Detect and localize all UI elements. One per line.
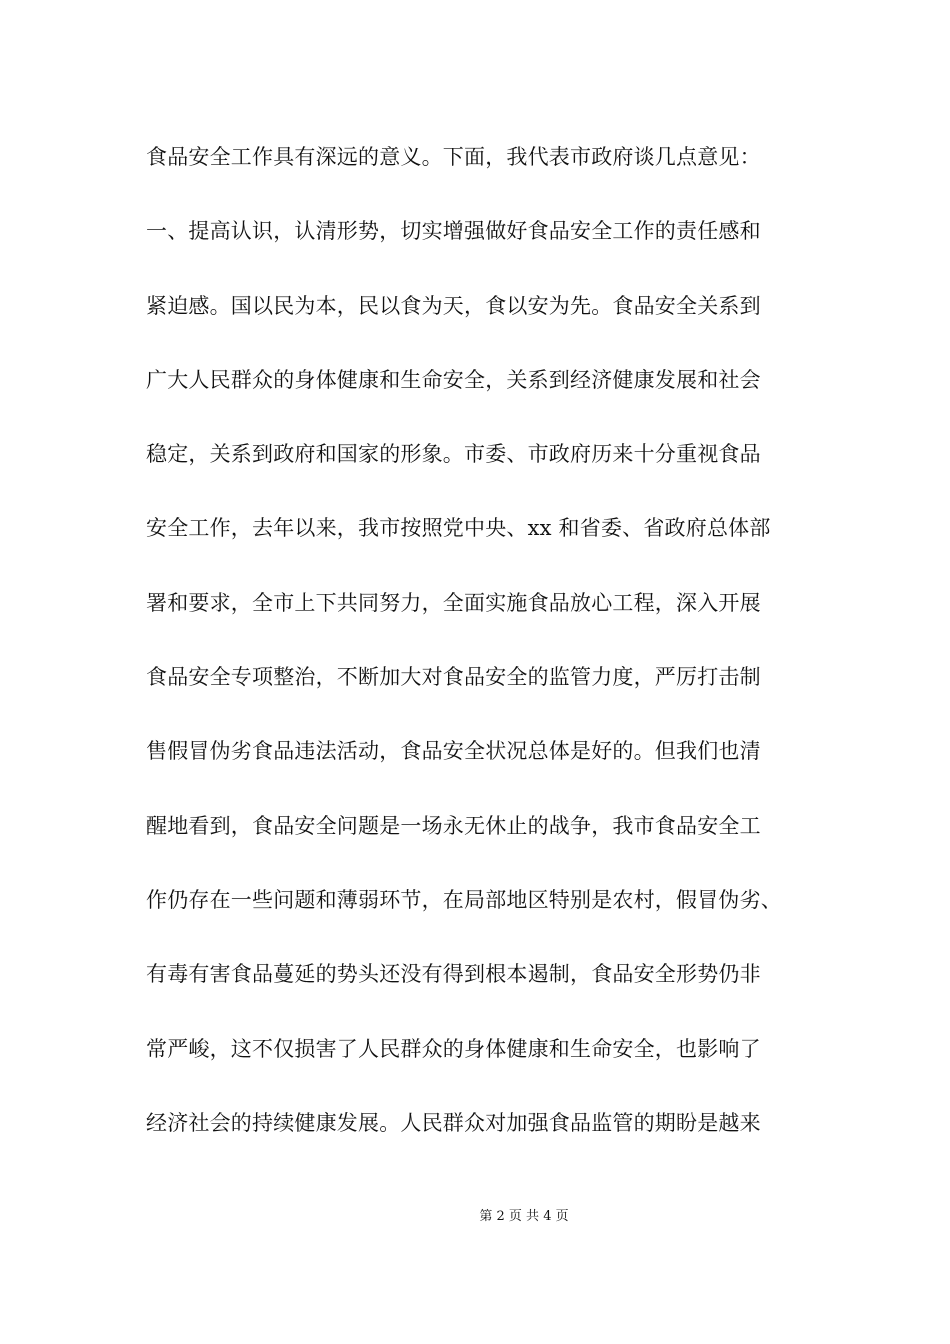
text-line: 经济社会的持续健康发展。人民群众对加强食品监管的期盼是越来 xyxy=(146,1110,761,1135)
text-line: 一、提高认识，认清形势，切实增强做好食品安全工作的责任感和 xyxy=(146,219,761,244)
text-line: 署和要求，全市上下共同努力，全面实施食品放心工程，深入开展 xyxy=(146,590,761,615)
text-line: 紧迫感。国以民为本，民以食为天，食以安为先。食品安全关系到 xyxy=(146,293,761,318)
page-footer xyxy=(0,1207,950,1227)
text-line: 广大人民群众的身体健康和生命安全，关系到经济健康发展和社会 xyxy=(146,367,761,392)
text-line: 安全工作，去年以来，我市按照党中央、xx 和省委、省政府总体部 xyxy=(146,516,771,541)
text-line: 常严峻，这不仅损害了人民群众的身体健康和生命安全，也影响了 xyxy=(146,1036,761,1061)
text-line: 作仍存在一些问题和薄弱环节，在局部地区特别是农村，假冒伪劣、 xyxy=(146,887,782,912)
text-line: 售假冒伪劣食品违法活动，食品安全状况总体是好的。但我们也清 xyxy=(146,739,761,764)
text-line: 食品安全专项整治，不断加大对食品安全的监管力度，严厉打击制 xyxy=(146,665,761,690)
text-line: 稳定，关系到政府和国家的形象。市委、市政府历来十分重视食品 xyxy=(146,442,761,467)
text-line: 醒地看到，食品安全问题是一场永无休止的战争，我市食品安全工 xyxy=(146,813,761,838)
text-line: 食品安全工作具有深远的意义。下面，我代表市政府谈几点意见： xyxy=(146,145,761,169)
text-line: 有毒有害食品蔓延的势头还没有得到根本遏制，食品安全形势仍非 xyxy=(146,962,761,987)
body-text xyxy=(146,135,826,1175)
page-number: 第 2 页 共 4 页 xyxy=(479,1209,569,1224)
